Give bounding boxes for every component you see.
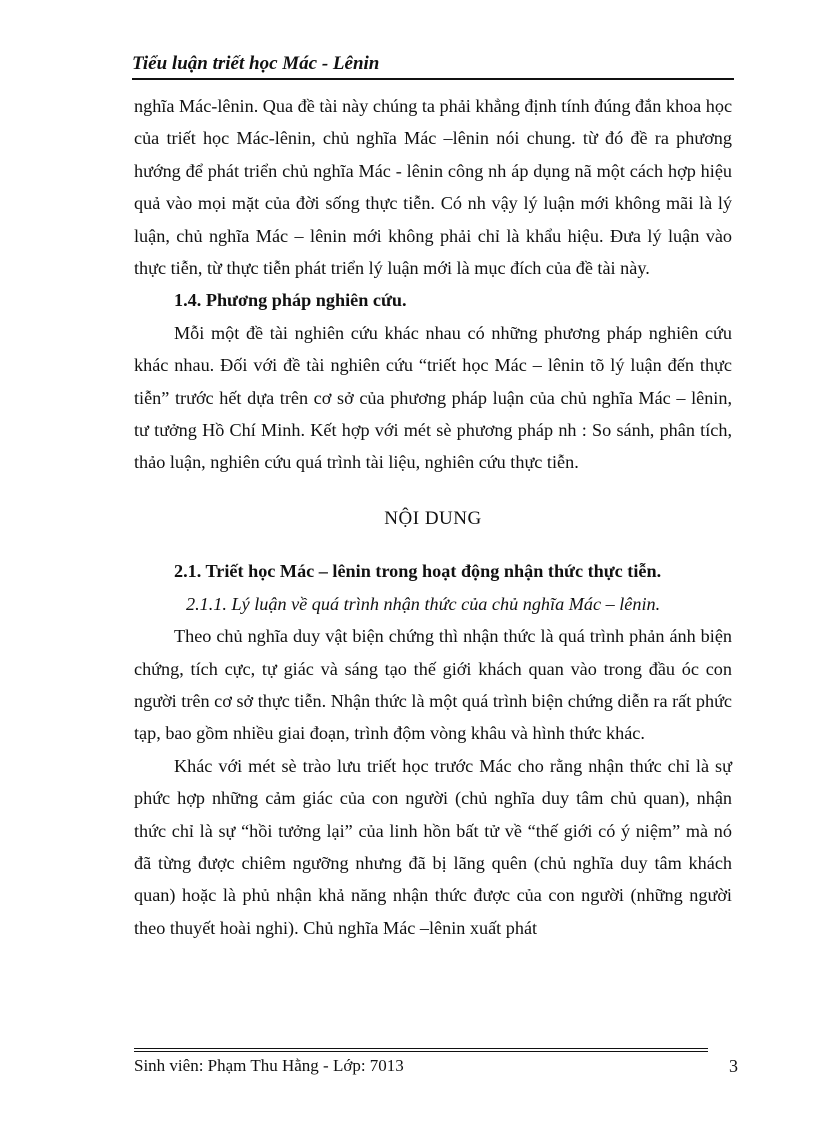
heading-research-method: 1.4. Phương pháp nghiên cứu. xyxy=(174,290,407,311)
page-number: 3 xyxy=(729,1056,738,1076)
footer-divider xyxy=(134,1048,708,1049)
page-header xyxy=(132,52,734,80)
paragraph-theory-1: Theo chủ nghĩa duy vật biện chứng thì nhận thức là quá trình phản ánh biện chứng, tích cực, tự giác và sáng tạo thế giới khách quan vào trong đầu óc con người trên cơ sở thực tiễn. Nhận thức là một quá trình biện chứng diễn ra rất phức tạp, bao gồm nhiều giai đoạn, trình độm vòng khâu và hình thức khác. xyxy=(134,626,732,744)
heading-2-1: 2.1. Triết học Mác – lênin trong hoạt động nhận thức thực tiễn. xyxy=(174,561,662,582)
paragraph-intro-continued: nghĩa Mác-lênin. Qua đề tài này chúng ta phải khẳng định tính đúng đắn khoa học của triết học Mác-lênin, chủ nghĩa Mác –lênin nói chung. từ đó đề ra phương hướng để phát triển chủ nghĩa Mác - lênin công nh áp dụng nã một cách hợp hiệu quả vào mọi mặt của đời sống thực tiễn. Có nh vậy lý luận mới không mãi là lý luận, chủ nghĩa Mác – lênin mới không phải chỉ là khẩu hiệu. Đưa lý luận vào thực tiễn, từ thực tiễn phát triển lý luận mới là mục đích của đề tài này. xyxy=(134,96,733,279)
header-divider xyxy=(132,78,734,80)
header-title: Tiểu luận triết học Mác - Lênin xyxy=(132,53,380,74)
heading-2-1-1: 2.1.1. Lý luận về quá trình nhận thức của chủ nghĩa Mác – lênin. xyxy=(186,593,661,614)
footer-author: Sinh viên: Phạm Thu Hằng - Lớp: 7013 xyxy=(134,1056,404,1075)
paragraph-theory-2: Khác với mét sè trào lưu triết học trước Mác cho rằng nhận thức chỉ là sự phức hợp những cảm giác của con người (chủ nghĩa duy tâm chủ quan), nhận thức chỉ là sự “hồi tưởng lại” của linh hồn bất tử về “thế giới có ý niệm” mà nó đã từng được chiêm ngưỡng nhưng đã bị lãng quên (chủ nghĩa duy tâm khách quan) hoặc là phủ nhận khả năng nhận thức được của con người (những người theo thuyết hoài nghi). Chủ nghĩa Mác –lênin xuất phát xyxy=(134,755,732,938)
paragraph-research-method: Mỗi một đề tài nghiên cứu khác nhau có những phương pháp nghiên cứu khác nhau. Đối với đề tài nghiên cứu “triết học Mác – lênin tõ lý luận đến thực tiễn” trước hết dựa trên cơ sở của phương pháp luận của chủ nghĩa Mác – lênin, tư tưởng Hồ Chí Minh. Kết hợp với mét sè phương pháp nh : So sánh, phân tích, thảo luận, nghiên cứu quá trình tài liệu, nghiên cứu thực tiễn. xyxy=(134,322,732,473)
page-footer xyxy=(134,1048,738,1082)
page-body xyxy=(134,90,732,944)
section-title: NỘI DUNG xyxy=(384,507,482,529)
footer-divider-second xyxy=(134,1051,708,1052)
